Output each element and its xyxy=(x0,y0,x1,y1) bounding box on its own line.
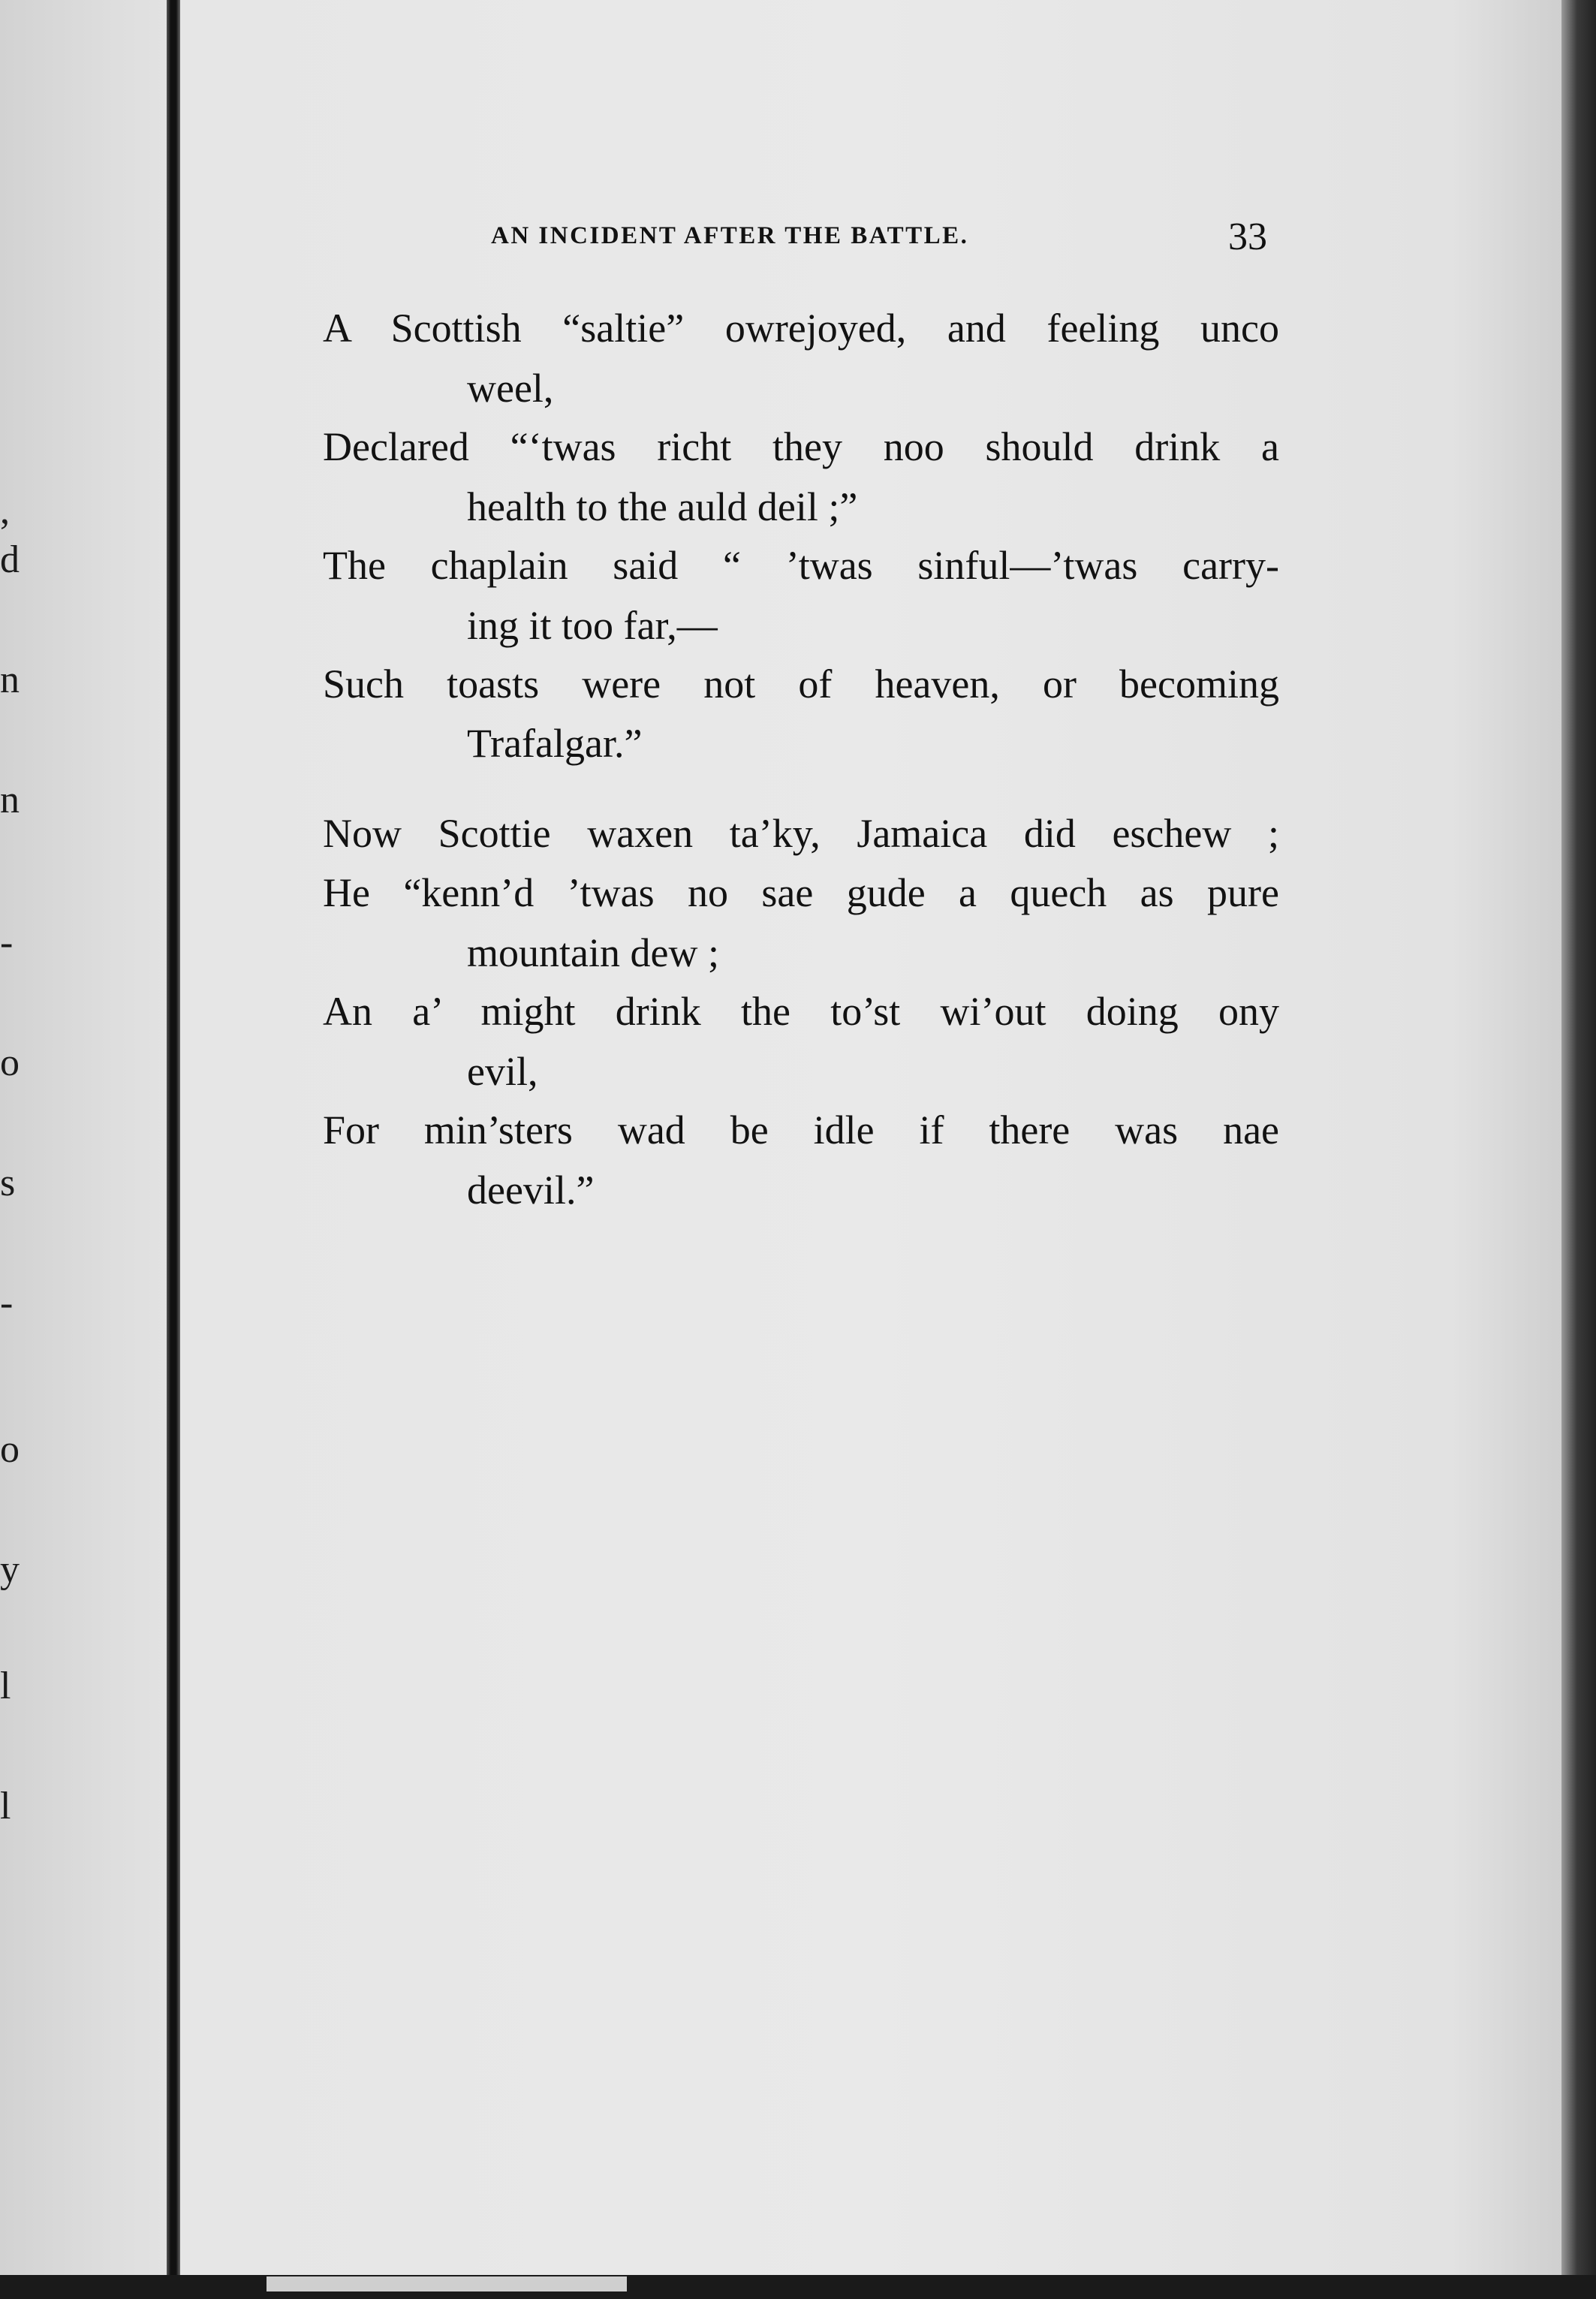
verse-line-continuation: ing it too far,— xyxy=(467,603,718,648)
left-page-fragment: n xyxy=(0,658,20,701)
left-page-fragment: y xyxy=(0,1548,20,1591)
book-gutter xyxy=(167,0,180,2275)
verse-line-continuation: mountain dew ; xyxy=(467,930,719,975)
verse-line: Declared “‘twas richt they noo should drink a xyxy=(323,424,1279,469)
verse-line: For min’sters wad be idle if there was nae xyxy=(323,1107,1279,1153)
page-edge-shadow xyxy=(1561,0,1596,2299)
running-head: AN INCIDENT AFTER THE BATTLE. xyxy=(491,222,969,249)
left-page-fragment: d xyxy=(0,538,20,581)
scan-bottom-strip xyxy=(267,2276,627,2291)
verse-line: He “kenn’d ’twas no sae gude a quech as pure xyxy=(323,870,1279,915)
left-page-fragment: - xyxy=(0,921,14,964)
verse-line: A Scottish “saltie” owrejoyed, and feeling unco xyxy=(323,306,1279,351)
left-page-fragment: o xyxy=(0,1428,20,1471)
verse-line-continuation: health to the auld deil ;” xyxy=(467,484,858,529)
verse-line-continuation: Trafalgar.” xyxy=(467,721,643,766)
left-page-fragment: - xyxy=(0,1282,14,1324)
left-page-fragment: l xyxy=(0,1785,11,1827)
scan-bottom-border xyxy=(0,2275,1596,2299)
left-page-fragment: s xyxy=(0,1162,16,1204)
page-number: 33 xyxy=(1228,215,1267,258)
verse-line-continuation: evil, xyxy=(467,1049,538,1094)
left-page-fragment: , xyxy=(0,490,10,532)
verse-line: An a’ might drink the to’st wi’out doing ony xyxy=(323,989,1279,1034)
left-page-fragment: n xyxy=(0,779,20,821)
verse-line: The chaplain said “ ’twas sinful—’twas carry- xyxy=(323,543,1279,588)
verse-line-continuation: weel, xyxy=(467,366,554,411)
left-page-fragment: l xyxy=(0,1665,11,1707)
verse-line: Now Scottie waxen ta’ky, Jamaica did eschew ; xyxy=(323,811,1279,856)
verse-line: Such toasts were not of heaven, or becoming xyxy=(323,661,1279,707)
verse-line-continuation: deevil.” xyxy=(467,1168,595,1213)
left-page-fragment: o xyxy=(0,1041,20,1084)
left-page-margin xyxy=(0,0,167,2299)
